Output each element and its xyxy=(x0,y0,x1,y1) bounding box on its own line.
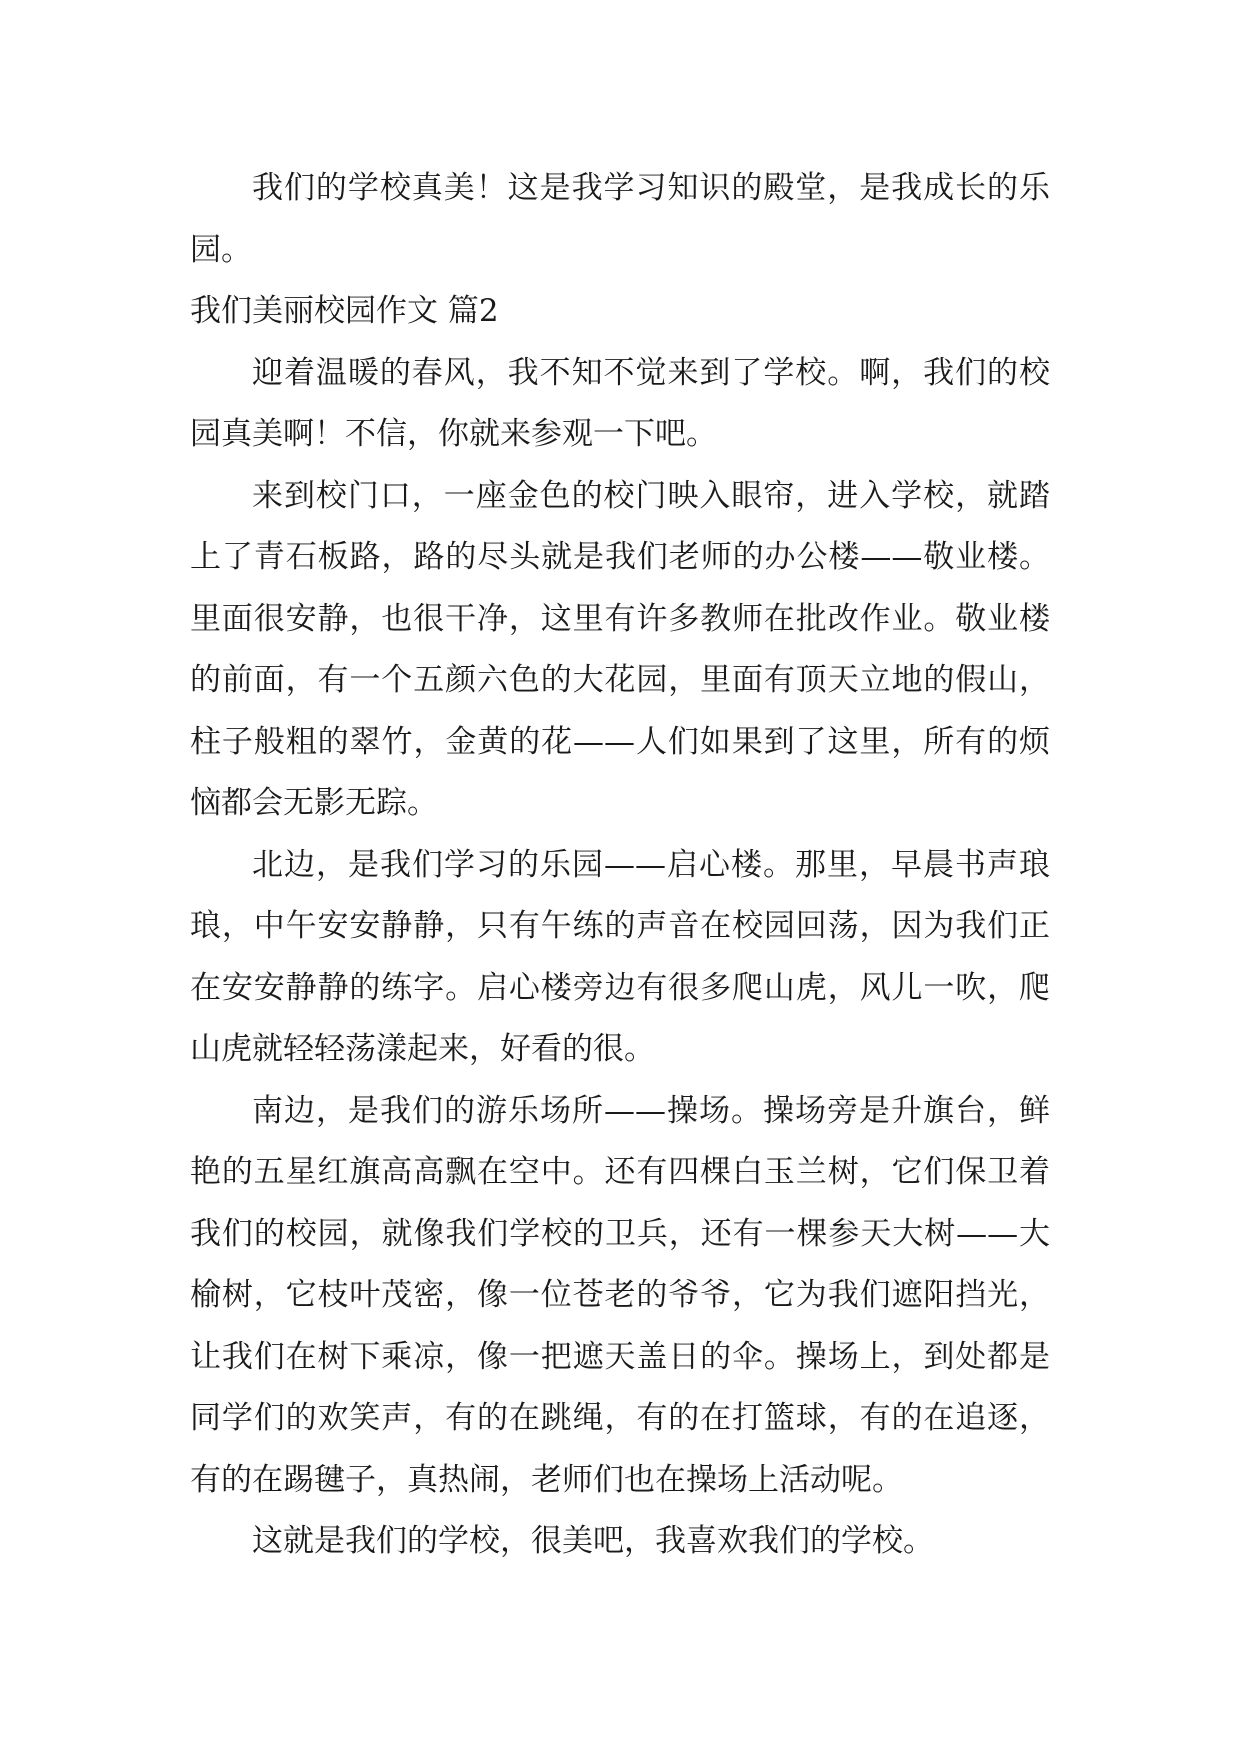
document-body xyxy=(190,158,1050,1573)
paragraph-school-gate: 来到校门口，一座金色的校门映入眼帘，进入学校，就踏上了青石板路，路的尽头就是我们老师的办公楼——敬业楼。里面很安静，也很干净，这里有许多教师在批改作业。敬业楼的前面，有一个五颜六色的大花园，里面有顶天立地的假山，柱子般粗的翠竹，金黄的花——人们如果到了这里，所有的烦恼都会无影无踪。 xyxy=(190,477,1050,821)
paragraph-intro: 迎着温暖的春风，我不知不觉来到了学校。啊，我们的校园真美啊！不信，你就来参观一下吧。 xyxy=(190,354,1050,452)
paragraph-north: 北边，是我们学习的乐园——启心楼。那里，早晨书声琅琅，中午安安静静，只有午练的声音在校园回荡，因为我们正在安安静静的练字。启心楼旁边有很多爬山虎，风儿一吹，爬山虎就轻轻荡漾起来，好看的很。 xyxy=(190,846,1050,1067)
essay-title: 我们美丽校园作文 篇2 xyxy=(190,293,499,329)
paragraph-conclusion: 这就是我们的学校，很美吧，我喜欢我们的学校。 xyxy=(252,1523,934,1559)
paragraph-south: 南边，是我们的游乐场所——操场。操场旁是升旗台，鲜艳的五星红旗高高飘在空中。还有四棵白玉兰树，它们保卫着我们的校园，就像我们学校的卫兵，还有一棵参天大树——大榆树，它枝叶茂密，像一位苍老的爷爷，它为我们遮阳挡光，让我们在树下乘凉，像一把遮天盖日的伞。操场上，到处都是同学们的欢笑声，有的在跳绳，有的在打篮球，有的在追逐，有的在踢毽子，真热闹，老师们也在操场上活动呢。 xyxy=(190,1092,1050,1498)
paragraph-closing-previous: 我们的学校真美！这是我学习知识的殿堂，是我成长的乐园。 xyxy=(190,170,1050,268)
